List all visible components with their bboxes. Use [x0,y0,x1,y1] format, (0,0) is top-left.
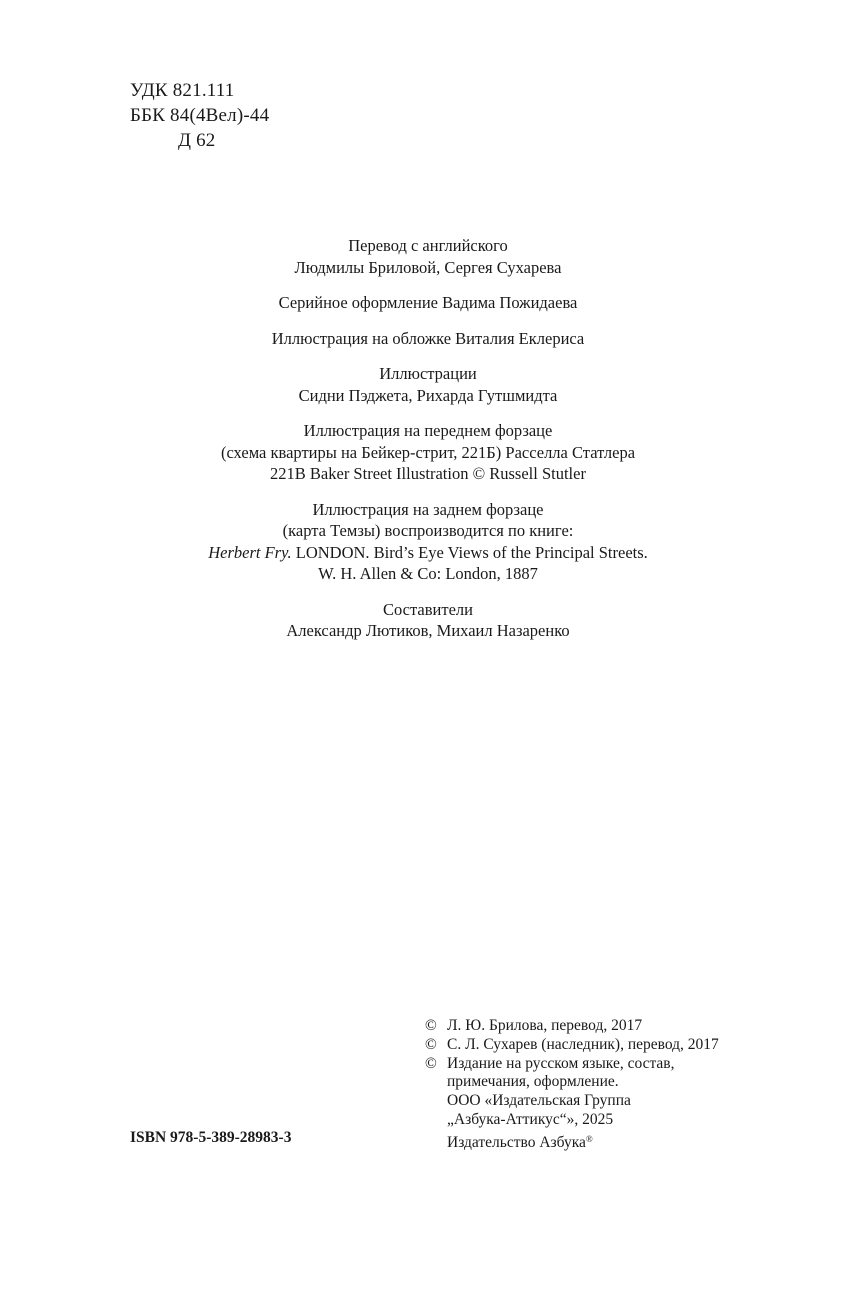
cover-illustration-credit [0,328,856,350]
back-endpaper-publisher: W. H. Allen & Co: London, 1887 [318,564,538,583]
copyright-entry [425,1036,719,1055]
copyright-continuation: ООО «Издательская Группа [447,1092,631,1110]
compilers-heading: Составители [383,599,473,619]
registered-mark: ® [585,1133,593,1144]
back-endpaper-source [0,542,856,564]
copyright-entry [425,1055,719,1074]
author-mark: Д 62 [178,130,216,151]
copyright-text: С. Л. Сухарев (наследник), перевод, 2017 [447,1035,719,1053]
compilers-credit [0,599,856,642]
illustrations-credit [0,363,856,406]
back-endpaper-description: (карта Темзы) воспроизводится по книге: [282,521,574,540]
series-design-text: Серийное оформление Вадима Пожидаева [278,293,578,312]
illustrations-heading: Иллюстрации [379,364,477,383]
translation-credit [0,235,856,278]
copyright-symbol: © [425,1054,437,1072]
bbk-code: ББК 84(4Вел)-44 [130,105,270,126]
copyright-symbol: © [425,1017,437,1034]
source-title: LONDON. Bird’s Eye Views of the Principal Streets. [291,542,648,562]
source-author: Herbert Fry. [208,542,292,562]
copyright-continuation: примечания, оформление. [447,1073,619,1091]
front-endpaper-description: (схема квартиры на Бейкер-стрит, 221Б) Расселла Статлера [220,442,636,462]
copyright-text: Издание на русском языке, состав, [447,1054,675,1072]
copyright-entry [425,1017,719,1036]
translators-names: Людмилы Бриловой, Сергея Сухарева [294,257,562,277]
cover-illustration-text: Иллюстрация на обложке Виталия Еклериса [271,328,585,348]
front-endpaper-credit [0,420,856,485]
front-endpaper-copyright: 221B Baker Street Illustration © Russell Stutler [270,464,586,483]
compilers-names: Александр Лютиков, Михаил Назаренко [286,621,570,640]
copyright-continuation: „Азбука-Аттикус“», 2025 [447,1110,614,1128]
back-endpaper-credit [0,499,856,585]
translation-heading: Перевод с английского [348,236,508,255]
publisher-line [425,1130,719,1153]
classification-block [130,78,269,153]
udk-code: УДК 821.111 [130,80,235,101]
back-endpaper-heading: Иллюстрация на заднем форзаце [312,499,544,519]
copyright-symbol: © [425,1035,437,1053]
copyright-block [425,1017,719,1153]
front-endpaper-heading: Иллюстрация на переднем форзаце [303,421,553,440]
series-design-credit [0,292,856,314]
copyright-text: Л. Ю. Брилова, перевод, 2017 [447,1017,643,1034]
publisher-name: Издательство Азбука [447,1133,586,1151]
isbn-number: ISBN 978-5-389-28983-3 [130,1129,292,1146]
credits-block [0,235,856,656]
illustrators-names: Сидни Пэджета, Рихарда Гутшмидта [298,385,558,405]
